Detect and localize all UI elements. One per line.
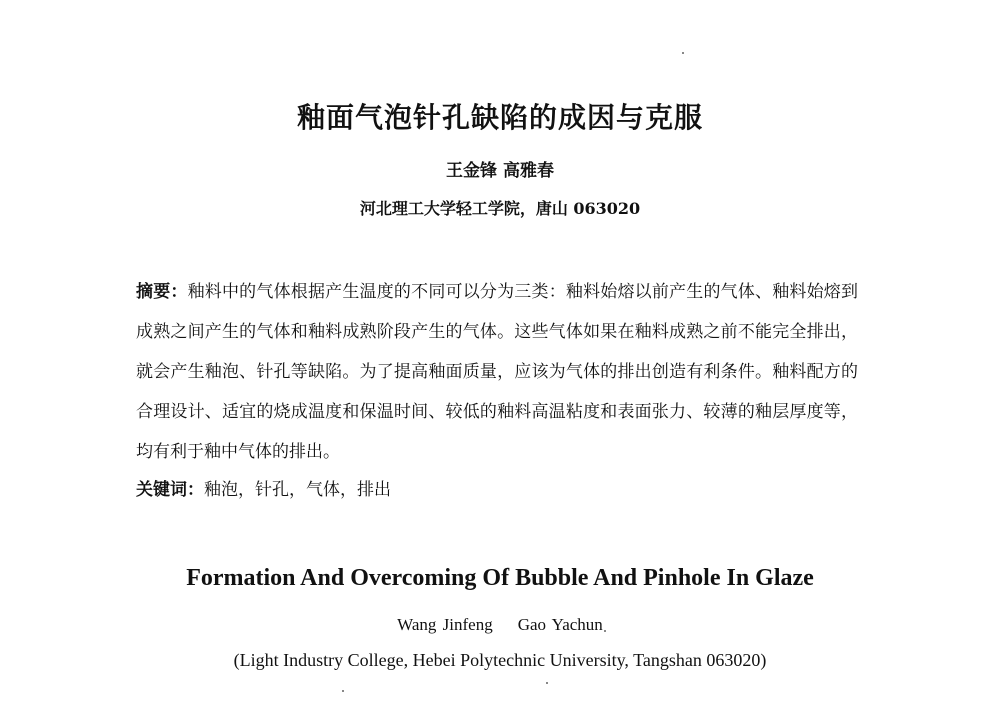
scan-speck	[604, 630, 606, 632]
english-title: Formation And Overcoming Of Bubble And Pinhole In Glaze	[186, 565, 814, 591]
abstract-label: 摘要：	[136, 282, 188, 302]
english-affiliation: (Light Industry College, Hebei Polytechnic University, Tangshan 063020)	[233, 650, 767, 670]
chinese-abstract	[136, 272, 858, 472]
chinese-keywords	[136, 478, 858, 502]
chinese-authors: 王金锋 高雅春	[446, 161, 554, 181]
chinese-title: 釉面气泡针孔缺陷的成因与克服	[296, 101, 703, 134]
keywords-label: 关键词：	[136, 480, 204, 500]
english-authors: Wang Jinfeng Gao Yachun	[397, 615, 603, 634]
keywords-text: 釉泡，针孔，气体，排出	[204, 480, 391, 500]
scan-speck	[682, 52, 684, 54]
scan-speck	[342, 690, 344, 692]
chinese-affiliation: 河北理工大学轻工学院，唐山 063020	[359, 199, 641, 218]
abstract-text: 釉料中的气体根据产生温度的不同可以分为三类：釉料始熔以前产生的气体、釉料始熔到成熟之间产生的气体和釉料成熟阶段产生的气体。这些气体如果在釉料成熟之前不能完全排出，就会产生釉泡、针孔等缺陷。为了提高釉面质量，应该为气体的排出创造有利条件。釉料配方的合理设计、适宜的烧成温度和保温时间、较低的釉料高温粘度和表面张力、较薄的釉层厚度等，均有利于釉中气体的排出。	[136, 282, 859, 462]
scan-speck	[546, 682, 548, 684]
